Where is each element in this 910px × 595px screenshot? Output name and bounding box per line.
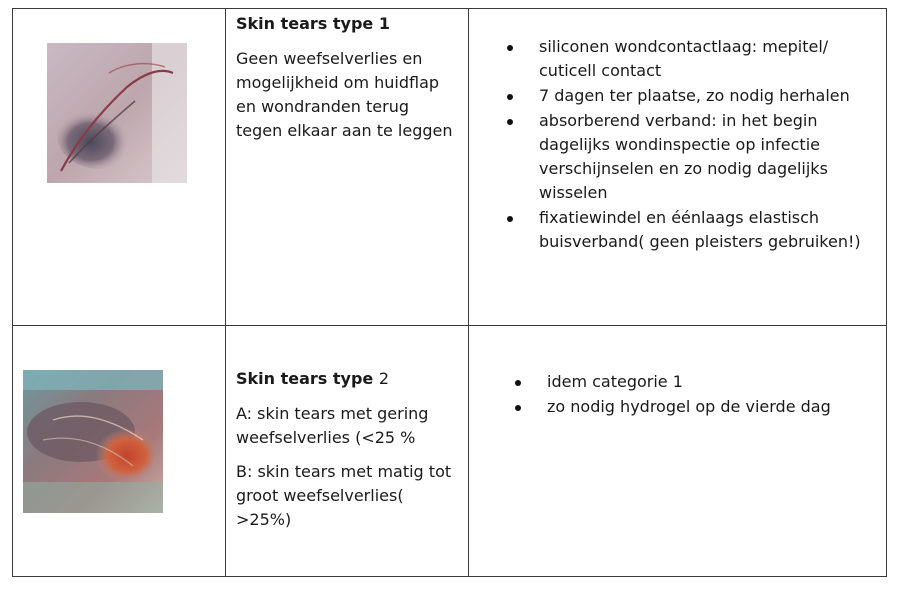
list-item: absorberend verband: in het begin dagelijks wondinspectie op infectie verschijnselen en zo nodig dagelijks wisselen xyxy=(507,109,880,205)
photo-cell xyxy=(13,9,226,326)
bullet-icon xyxy=(515,405,521,411)
description-text-b: B: skin tears met matig tot groot weefselverlies( >25%) xyxy=(236,462,452,529)
bullet-icon xyxy=(507,119,513,125)
list-item: idem categorie 1 xyxy=(515,370,880,394)
list-item: fixatiewindel en éénlaags elastisch buisverband( geen pleisters gebruiken!) xyxy=(507,206,880,254)
list-item: siliconen wondcontactlaag: mepitel/ cuticell contact xyxy=(507,35,880,83)
row-title: Skin tears type 1 xyxy=(236,14,390,33)
treatment-list xyxy=(507,35,880,254)
description-text-a: A: skin tears met gering weefselverlies (<25 % xyxy=(236,404,429,447)
skin-tears-table xyxy=(12,8,887,577)
list-item: 7 dagen ter plaatse, zo nodig herhalen xyxy=(507,84,880,108)
bullet-icon xyxy=(507,94,513,100)
treatment-list xyxy=(515,370,880,419)
description-cell xyxy=(226,326,469,577)
skin-tear-type-1-photo xyxy=(47,43,187,183)
description-cell xyxy=(226,9,469,326)
bullet-icon xyxy=(507,216,513,222)
description-text: Geen weefselverlies en mogelijkheid om huidflap en wondranden terug tegen elkaar aan te leggen xyxy=(236,49,453,140)
table-row xyxy=(13,326,887,577)
bullet-icon xyxy=(507,45,513,51)
list-item: zo nodig hydrogel op de vierde dag xyxy=(515,395,880,419)
treatment-cell xyxy=(469,9,887,326)
table-row xyxy=(13,9,887,326)
skin-tear-type-2-photo xyxy=(23,370,163,513)
photo-cell xyxy=(13,326,226,577)
bullet-icon xyxy=(515,380,521,386)
treatment-cell xyxy=(469,326,887,577)
row-title: Skin tears type 2 xyxy=(236,369,390,388)
